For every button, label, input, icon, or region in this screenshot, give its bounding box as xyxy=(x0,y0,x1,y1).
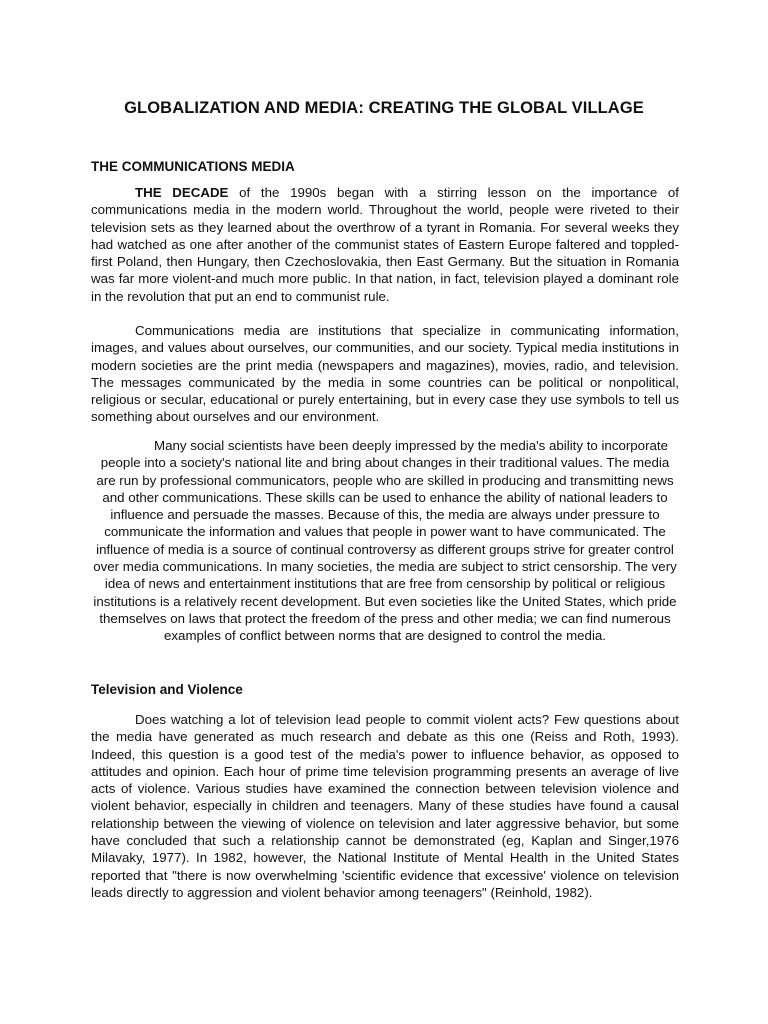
paragraph-2-text: Communications media are institutions that specialize in communicating information, images, and values about ourselves, our communities, and our society. Typical media institutions in modern societies are the print media (newspapers and magazines), movies, radio, and television. The messages communicated by the media in some countries can be political or nonpolitical, religious or secular, educational or purely entertaining, but in every case they use symbols to tell us something about ourselves and our environment. xyxy=(91,323,679,425)
paragraph-2 xyxy=(91,322,679,426)
paragraph-3 xyxy=(91,437,679,645)
paragraph-1 xyxy=(91,184,679,305)
subheading-television-violence: Television and Violence xyxy=(91,682,243,697)
section-heading: THE COMMUNICATIONS MEDIA xyxy=(91,159,295,174)
paragraph-3-text: Many social scientists have been deeply impressed by the media's ability to incorporate people into a society's national lite and bring about changes in their traditional values. The media are run by professional communicators, people who are skilled in producing and transmitting news and other communications. These skills can be used to enhance the ability of national leaders to influence and persuade the masses. Because of this, the media are always under pressure to communicate the information and values that people in power want to have communicated. The influence of media is a source of continual controversy as different groups strive for greater control over media communications. In many societies, the media are subject to strict censorship. The very idea of news and entertainment institutions that are free from censorship by political or religious institutions is a relatively recent development. But even societies like the United States, which pride themselves on laws that protect the freedom of the press and other media; we can find numerous examples of conflict between norms that are designed to control the media. xyxy=(93,438,677,644)
document-title: GLOBALIZATION AND MEDIA: CREATING THE GLOBAL VILLAGE xyxy=(124,99,644,117)
paragraph-1-body: of the 1990s began with a stirring lesson on the importance of communications media in the modern world. Throughout the world, people were riveted to their television sets as they learned about the overthrow of a tyrant in Romania. For several weeks they had watched as one after another of the communist states of Eastern Europe faltered and toppled-first Poland, then Hungary, then Czechoslovakia, then East Germany. But the situation in Romania was far more violent-and much more public. In that nation, in fact, television played a dominant role in the revolution that put an end to communist rule. xyxy=(91,185,680,304)
paragraph-4 xyxy=(91,711,679,901)
paragraph-1-lead: THE DECADE xyxy=(135,185,229,200)
paragraph-4-text: Does watching a lot of television lead people to commit violent acts? Few questions about the media have generated as much research and debate as this one (Reiss and Roth, 1993). Indeed, this question is a good test of the media's power to influence behavior, as opposed to attitudes and opinion. Each hour of prime time television programming presents an average of live acts of violence. Various studies have examined the connection between television violence and violent behavior, especially in children and teenagers. Many of these studies have found a causal relationship between the viewing of violence on television and later aggressive behavior, but some have concluded that such a relationship cannot be demonstrated (eg, Kaplan and Singer,1976 Milavaky, 1977). In 1982, however, the National Institute of Mental Health in the United States reported that "there is now overwhelming 'scientific evidence that excessive' violence on television leads directly to aggression and violent behavior among teenagers" (Reinhold, 1982). xyxy=(91,712,679,900)
